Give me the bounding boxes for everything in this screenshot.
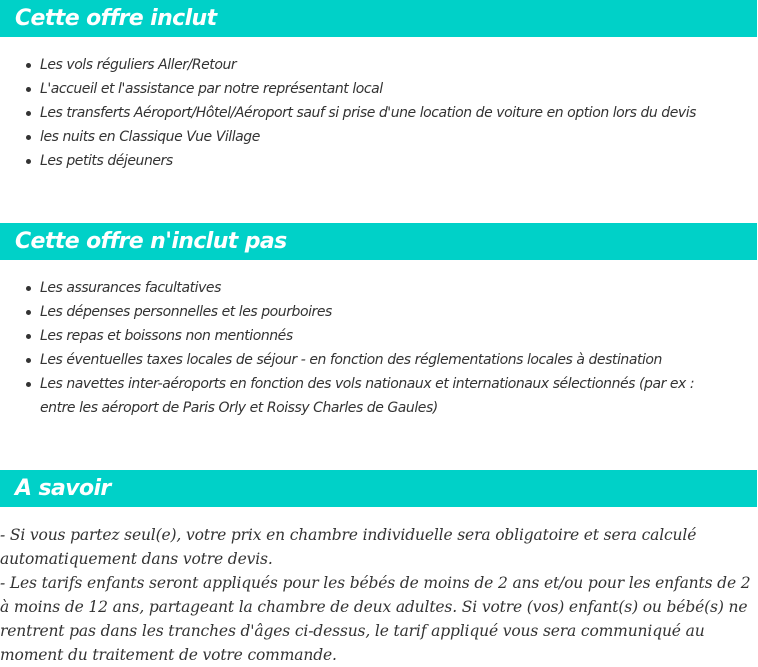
info-body [0,523,757,667]
list-item: Les dépenses personnelles et les pourboires [0,300,720,324]
list-item: Les vols réguliers Aller/Retour [0,53,740,77]
section-header-included: Cette offre inclut [0,0,757,37]
list-item: Les éventuelles taxes locales de séjour - en fonction des réglementations locales à destination [0,348,720,372]
section-header-info: A savoir [0,470,757,507]
info-paragraph: - Si vous partez seul(e), votre prix en chambre individuelle sera obligatoire et sera calculé automatiquement dans votre devis. [0,526,697,568]
section-header-excluded: Cette offre n'inclut pas [0,223,757,260]
list-item: Les repas et boissons non mentionnés [0,324,720,348]
list-item: Les navettes inter-aéroports en fonction des vols nationaux et internationaux sélectionnés (par ex : entre les aéroport de Paris Orly et Roissy Charles de Gaules) [0,372,720,420]
list-item: Les transferts Aéroport/Hôtel/Aéroport sauf si prise d'une location de voiture en option lors du devis [0,101,740,125]
info-paragraph: - Les tarifs enfants seront appliqués pour les bébés de moins de 2 ans et/ou pour les enfants de 2 à moins de 12 ans, partageant la chambre de deux adultes. Si votre (vos) enfant(s) ou bébé(s) ne rentrent pas dans les tranches d'âges ci-dessus, le tarif appliqué vous sera communiqué au moment du traitement de votre commande. [0,574,751,664]
list-item: Les assurances facultatives [0,276,720,300]
included-list [0,53,740,173]
list-item: Les petits déjeuners [0,149,740,173]
excluded-list [0,276,720,420]
list-item: les nuits en Classique Vue Village [0,125,740,149]
list-item: L'accueil et l'assistance par notre représentant local [0,77,740,101]
